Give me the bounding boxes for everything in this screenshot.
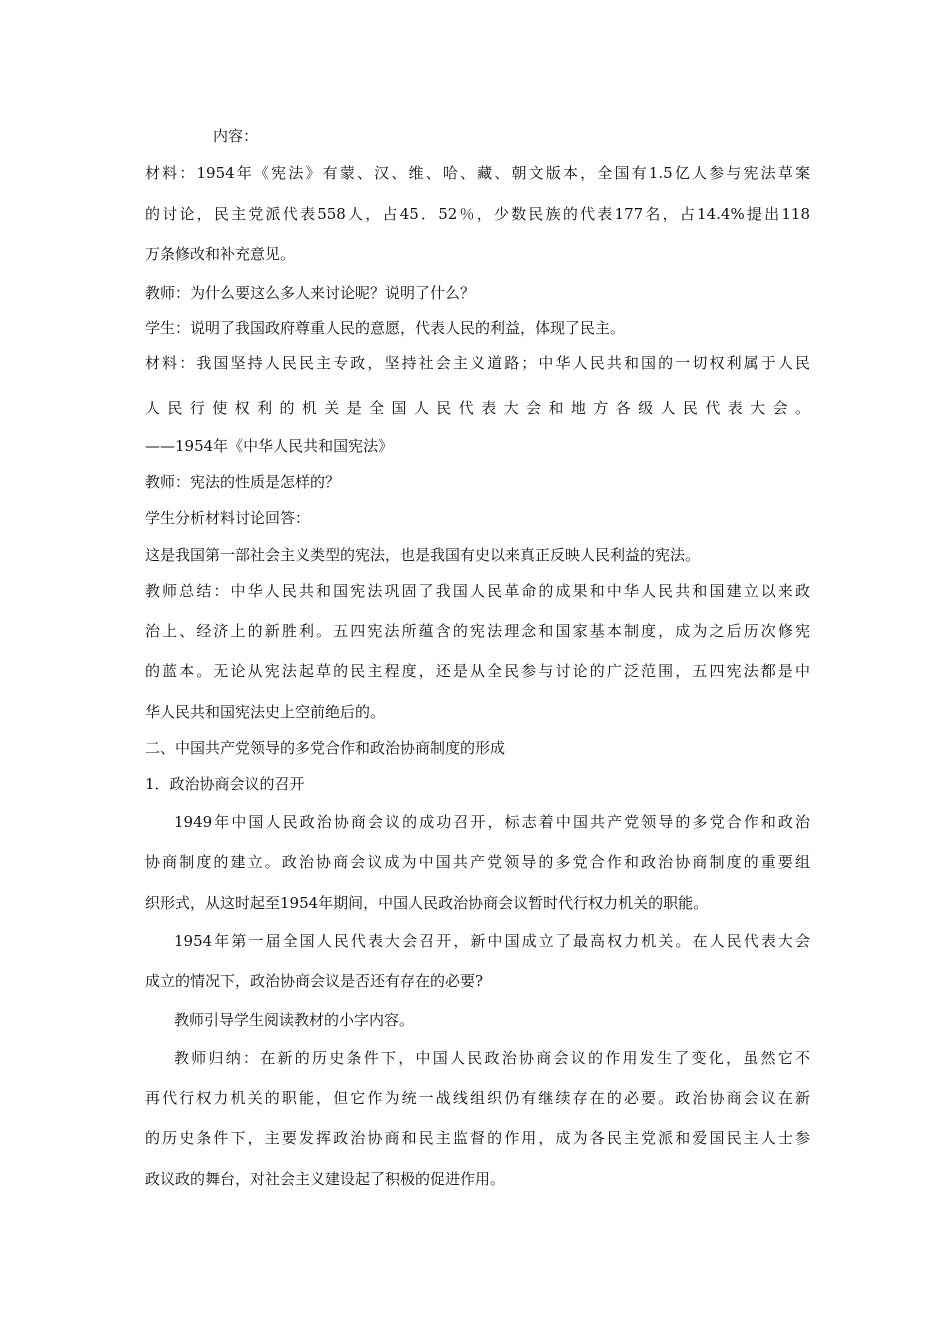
body-paragraph-1954: 1954年第一届全国人民代表大会召开，新中国成立了最高权力机关。在人民代表大会 bbox=[174, 932, 810, 950]
teacher-conclusion: 教师归纳：在新的历史条件下，中国人民政治协商会议的作用发生了变化，虽然它不 bbox=[174, 1049, 810, 1067]
material-source: ——1954年《中华人民共和国宪法》 bbox=[145, 437, 394, 455]
section-heading-2: 二、中国共产党领导的多党合作和政治协商制度的形成 bbox=[145, 739, 506, 757]
teacher-conclusion: 政议政的舞台，对社会主义建设起了积极的促进作用。 bbox=[145, 1170, 506, 1188]
body-paragraph-1954: 成立的情况下，政治协商会议是否还有存在的必要? bbox=[145, 972, 484, 990]
body-paragraph-1949: 织形式，从这时起至1954年期间，中国人民政治协商会议暂时代行权力机关的职能。 bbox=[145, 894, 709, 912]
body-paragraph-1949: 协商制度的建立。政治协商会议成为中国共产党领导的多党合作和政治协商制度的重要组 bbox=[145, 853, 810, 871]
student-answer-2: 这是我国第一部社会主义类型的宪法，也是我国有史以来真正反映人民利益的宪法。 bbox=[145, 546, 701, 564]
material-paragraph-1: 材料：1954年《宪法》有蒙、汉、维、哈、藏、朝文版本，全国有1.5亿人参与宪法草案 bbox=[145, 164, 810, 182]
body-paragraph-1949: 1949年中国人民政治协商会议的成功召开，标志着中国共产党领导的多党合作和政治 bbox=[174, 813, 810, 831]
student-discussion: 学生分析材料讨论回答： bbox=[145, 509, 311, 527]
material-paragraph-1: 万条修改和补充意见。 bbox=[145, 245, 296, 263]
material-paragraph-2: 人民行使权利的机关是全国人民代表大会和地方各级人民代表大会。 bbox=[145, 399, 810, 417]
teacher-summary: 的蓝本。无论从宪法起草的民主程度，还是从全民参与讨论的广泛范围，五四宪法都是中 bbox=[145, 662, 810, 680]
teacher-summary: 华人民共和国宪法史上空前绝后的。 bbox=[145, 703, 386, 721]
teacher-summary: 教师总结：中华人民共和国宪法巩固了我国人民革命的成果和中华人民共和国建立以来政 bbox=[145, 582, 810, 600]
teacher-summary: 治上、经济上的新胜利。五四宪法所蕴含的宪法理念和国家基本制度，成为之后历次修宪 bbox=[145, 622, 810, 640]
teacher-conclusion: 再代行权力机关的职能，但它作为统一战线组织仍有继续存在的必要。政治协商会议在新 bbox=[145, 1089, 810, 1107]
teacher-question-1: 教师：为什么要这么多人来讨论呢？说明了什么？ bbox=[145, 284, 476, 302]
teacher-guidance: 教师引导学生阅读教材的小字内容。 bbox=[174, 1011, 415, 1029]
material-paragraph-1: 的讨论，民主党派代表558人，占45．52％，少数民族的代表177名，占14.4%提出118 bbox=[145, 205, 810, 223]
material-paragraph-2: 材料：我国坚持人民民主专政，坚持社会主义道路；中华人民共和国的一切权利属于人民 bbox=[145, 354, 810, 372]
subsection-heading-1: 1．政治协商会议的召开 bbox=[145, 775, 305, 793]
student-answer-1: 学生：说明了我国政府尊重人民的意愿，代表人民的利益，体现了民主。 bbox=[145, 319, 626, 337]
teacher-conclusion: 的历史条件下，主要发挥政治协商和民主监督的作用，成为各民主党派和爱国民主人士参 bbox=[145, 1129, 810, 1147]
content-heading: 内容： bbox=[213, 127, 259, 145]
teacher-question-2: 教师：宪法的性质是怎样的？ bbox=[145, 473, 341, 491]
